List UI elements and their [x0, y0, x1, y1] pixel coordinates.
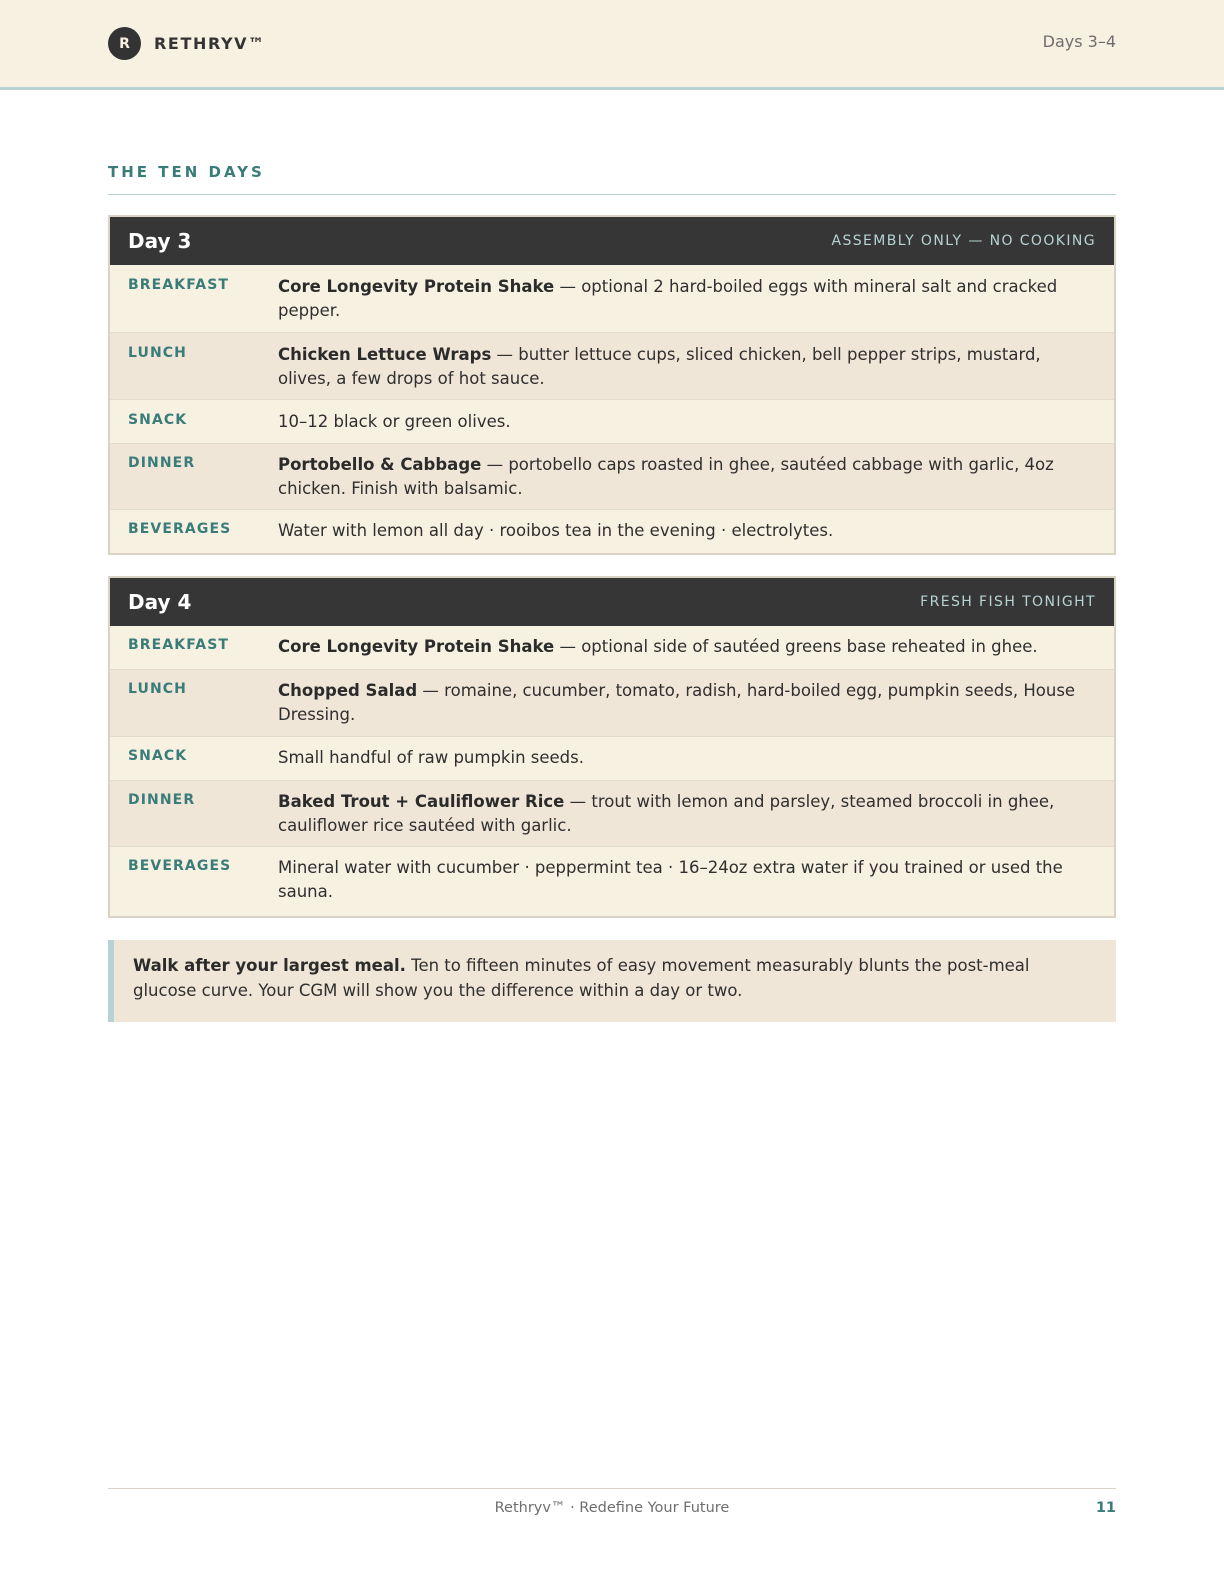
- meal-row-beverages: [110, 509, 1114, 553]
- dish-name: Chicken Lettuce Wraps: [278, 345, 492, 364]
- meal-row-snack: [110, 399, 1114, 443]
- meal-label: SNACK: [128, 748, 188, 764]
- dish-name: Baked Trout + Cauliflower Rice: [278, 792, 565, 811]
- meal-label: DINNER: [128, 792, 196, 808]
- day-header: [110, 578, 1114, 626]
- meal-description: [278, 453, 1114, 509]
- meal-description: [278, 856, 1114, 916]
- dish-name: Core Longevity Protein Shake: [278, 637, 555, 656]
- meal-description: [278, 343, 1114, 399]
- dish-name: Chopped Salad: [278, 681, 418, 700]
- meal-label: BREAKFAST: [128, 637, 230, 653]
- dish-details: 10–12 black or green olives.: [278, 412, 511, 431]
- dish-details: Mineral water with cucumber · peppermint tea · 16–24oz extra water if you trained or used the sauna.: [278, 858, 1063, 901]
- dish-details: — trout with lemon and parsley, steamed broccoli in ghee, cauliflower rice sautéed with garlic.: [278, 792, 1055, 835]
- day-card-3: [108, 215, 1116, 555]
- meal-label: DINNER: [128, 455, 196, 471]
- meal-row-lunch: [110, 332, 1114, 399]
- day-title: Day 3: [128, 229, 192, 253]
- dish-details: — optional side of sautéed greens base reheated in ghee.: [554, 637, 1038, 656]
- day-card-4: [108, 576, 1116, 918]
- meal-label: LUNCH: [128, 681, 187, 697]
- meal-label: BEVERAGES: [128, 521, 232, 537]
- footer-tagline: Rethryv™ · Redefine Your Future: [494, 1500, 730, 1516]
- meal-label: SNACK: [128, 412, 188, 428]
- meal-row-dinner: [110, 443, 1114, 509]
- dish-details: — portobello caps roasted in ghee, sautéed cabbage with garlic, 4oz chicken. Finish with balsamic.: [278, 455, 1054, 498]
- day-title: Day 4: [128, 590, 192, 614]
- dish-details: — optional 2 hard-boiled eggs with mineral salt and cracked pepper.: [278, 277, 1058, 320]
- meal-description: [278, 519, 1114, 553]
- meal-description: [278, 275, 1114, 332]
- brand: [108, 27, 266, 60]
- tip-body: Ten to fifteen minutes of easy movement measurably blunts the post-meal glucose curve. Your CGM will show you the difference within a day or two.: [133, 956, 1030, 1000]
- dish-details: — butter lettuce cups, sliced chicken, bell pepper strips, mustard, olives, a few drops of hot sauce.: [278, 345, 1041, 388]
- meal-label: BEVERAGES: [128, 858, 232, 874]
- meal-label: LUNCH: [128, 345, 187, 361]
- dish-details: — romaine, cucumber, tomato, radish, hard-boiled egg, pumpkin seeds, House Dressing.: [278, 681, 1076, 724]
- meal-label: BREAKFAST: [128, 277, 230, 293]
- meal-row-breakfast: [110, 626, 1114, 669]
- tip-callout: [108, 940, 1116, 1022]
- page-number: 11: [1095, 1500, 1116, 1516]
- meal-row-snack: [110, 736, 1114, 780]
- meal-row-dinner: [110, 780, 1114, 846]
- meal-row-beverages: [110, 846, 1114, 916]
- dish-name: Portobello & Cabbage: [278, 455, 482, 474]
- brand-name: RETHRYV™: [154, 34, 266, 53]
- meal-row-breakfast: [110, 265, 1114, 332]
- meal-description: [278, 679, 1114, 736]
- section-divider: [108, 194, 1116, 195]
- brand-logo: R: [108, 27, 141, 60]
- day-range: Days 3–4: [1042, 32, 1116, 51]
- day-tag: ASSEMBLY ONLY — NO COOKING: [831, 233, 1096, 249]
- footer-divider: [108, 1488, 1116, 1489]
- meal-description: [278, 746, 1114, 780]
- dish-details: Water with lemon all day · rooibos tea in the evening · electrolytes.: [278, 521, 834, 540]
- day-tag: FRESH FISH TONIGHT: [920, 594, 1096, 610]
- meal-row-lunch: [110, 669, 1114, 736]
- page-header: [0, 0, 1224, 90]
- meal-description: [278, 790, 1114, 846]
- day-header: [110, 217, 1114, 265]
- dish-name: Core Longevity Protein Shake: [278, 277, 555, 296]
- tip-lead: Walk after your largest meal.: [133, 956, 406, 975]
- section-title: THE TEN DAYS: [108, 163, 265, 181]
- meal-description: [278, 410, 1114, 443]
- meal-description: [278, 635, 1114, 669]
- dish-details: Small handful of raw pumpkin seeds.: [278, 748, 584, 767]
